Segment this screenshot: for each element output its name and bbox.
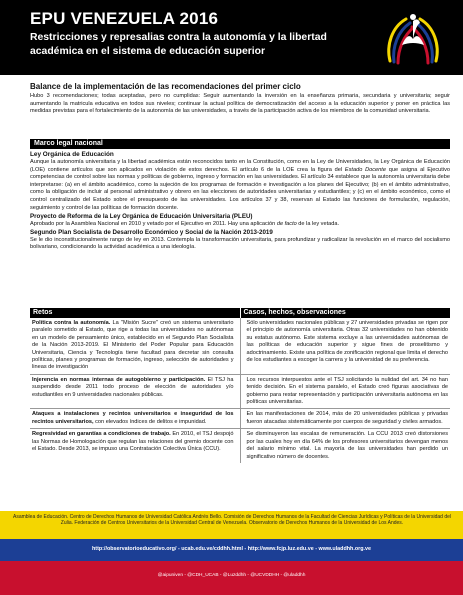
ley-text-italic: Estado Docente [344,166,386,173]
ley-organica-text [30,159,450,212]
reto-title: Injerencia en normas internas de autogobierno y participación. [32,376,206,383]
col-header-retos: Retos [33,309,53,316]
un-human-rights-logo-icon [382,5,444,67]
balance-section [30,82,450,116]
reto-cell [30,409,240,428]
balance-title: Balance de la implementación de las recomendaciones del primer ciclo [30,82,301,91]
reto-cell [30,429,240,463]
proyecto-text-part-1: Aprobado por la Asamblea Nacional en 2010 y vetado por el Ejecutivo en 2011. Hay una aplicación [30,221,276,228]
page-subtitle: Restricciones y represalias contra la autonomía y la libertad académica en el sistema de educación superior [30,32,327,57]
table-row [30,318,450,375]
header-banner [0,0,463,75]
reto-title: Política contra la autonomía. [32,320,111,326]
proyecto-text-part-2: de la ley vetada. [298,221,340,228]
flag-stripe-red [0,561,463,595]
caso-cell: Se disminuyeron las escalas de remuneración. La CCU 2013 creó distorsiones por las cuales hoy en día 64% de los profesores universitarios devengan menos del salario mínimo vital. La mayoría de las universidades han perdido un significativo número de docentes. [240,429,451,463]
reto-cell [30,318,240,374]
retos-table-header [30,308,450,318]
table-row [30,429,450,463]
table-row [30,409,450,429]
footer-social-handles[interactable]: @aipuniven - @CDH_UCAB - @Luzddhh - @UCVDDHH - @uladdhh [157,573,306,578]
ley-text-part-1: Aunque la autonomía universitaria y la libertad académica están reconocidos tanto en la Constitución, como en la Ley de Universidades, la Ley Orgánica de Educación (LOE) contiene artículos que son aplicados en violación de estos derechos. El artículo 6 de la LOE crea la figura del [30,159,450,173]
footer [0,511,463,595]
page-title: EPU VENEZUELA 2016 [30,9,219,28]
reto-title: Ataques a instalaciones y recintos universitarios e inseguridad de los recintos universitarios, [32,411,234,425]
caso-cell: En las manifestaciones de 2014, más de 20 universidades públicas y privadas fueron atacadas sistemáticamente por cuerpos de seguridad y civiles armados. [240,409,451,428]
proyecto-text [30,221,450,229]
proyecto-text-italic: de facto [276,221,297,228]
footer-organizations: Asamblea de Educación. Centro de Derechos Humanos de Universidad Católica Andrés Bello. Comisión de Derechos Humanos de la Facultad de Ciencias Jurídicas y Políticas de la Universidad del Zulia. Federación de Centros Universitarios de la Universidad Central de Venezuela. Observatorio de Derechos Humanos de la Universidad de Los Andes. [12,514,451,527]
reto-title: Regresividad en garantías a condiciones de trabajo. [32,431,171,438]
reto-text: La "Misión Sucre" creó un sistema universitario paralelo sometido al Estado, que rige a todas las universidades no autónomas en un modelo de pensamiento único, establecido en el Segundo Plan Socialista de la Nación 2013-2019. El Ministerio del Poder Popular para Educación Universitaria, Ciencia y Tecnología tiene facultad para decretar sin consulta políticas, planes y programas de formación, ingreso, selección de autoridades y lineas de investigación [32,320,234,371]
footer-links[interactable]: http://observatorioeducativo.org/ - ucab.edu.ve/cddhh.html - http://www.fcjp.luz.edu.ve - www.uladdhh.org.ve [91,546,372,552]
retos-table [30,308,450,463]
proyecto-title: Proyecto de Reforma de la Ley Orgánica de Educación Universitaria (PLEU) [30,213,253,221]
reto-text: El TSJ ha suspendido desde 2011 todo proceso de elección de autoridades y/o estudiantiles en 9 universidades nacionales públicas. [32,376,234,398]
plan-socialista-text: Se le dio inconstitucionalmente rango de ley en 2013. Contempla la transformación universitaria, para profundizar y radicalizar la revolución en el marco del socialismo bolivariano, condicionando la actividad académica a una ideología. [30,236,450,251]
balance-text: Hubo 3 recomendaciones; todas aceptadas, pero no cumplidas: Seguir aumentando la inversión en la enseñanza primaria, secundaria y universitaria; seguir aumentando la matricula educativa en todos sus niveles; continuar la actual política de democratización del acceso a la educación superior y poner en práctica las medidas previstas para el fortalecimiento de la autonomía de las universidades, a través de la participación activa de los miembros de la comunidad universitaria. [30,93,450,115]
caso-cell: Sólo universidades nacionales públicas y 27 universidades privadas se rigen por el principio de autonomía universitaria. Otras 32 universidades no han obtenido su estatus autónomo. Este sistema excluye a las universidades autónomas de las políticas de educación superior y sigue fines de proselitismo y adoctrinamiento. Existe una política de zonificación regional que limita el derecho de los estudiantes a escoger la carrera y la universidad de su preferencia. [240,318,451,374]
reto-text: En 2010, el TSJ despojó las Normas de Homologación que regulan las relaciones del gremio docente con el Estado. Desde 2013, se impuso una Contratación Colectiva Única (CCU). [32,431,234,453]
marco-legal-section [30,151,450,252]
reto-text: con elevados índices de delitos e impunidad. [95,418,207,425]
plan-socialista-title: Segundo Plan Socialista de Desarrollo Económico y Social de la Nación 2013-2019 [30,228,273,236]
ley-organica-title: Ley Orgánica de Educación [30,151,114,158]
ley-text-part-2: que asigna al Ejecutivo competencias de control sobre las normas y políticas de gobierno, ingreso y formación en las universidades. El artículo 34 establece que la autonomía universitaria debe interpretarse: (a) en el ámbito académico, como la sujeción de los programas de formación e investigación a los planes del Ejecutivo; (b) en el ámbito administrativo, como la obligación de incluir al personal administrativo y obrero en las elecciones de autoridades universitarias y estudiantiles; y (c) en el ámbito económico, como el control centralizado del Estado sobre el presupuesto de las universidades. Los artículos 37 y 38, reservan al Estado las funciones de formulación, regulación, seguimiento y control de las políticas de formación docente. [30,166,450,211]
table-row [30,375,450,410]
col-header-casos: Casos, hechos, observaciones [240,308,451,318]
reto-cell [30,375,240,409]
marco-legal-bar: Marco legal nacional [30,139,450,149]
caso-cell: Los recursos interpuestos ante el TSJ solicitando la nulidad del art. 34 no han tenido decisión. En el sistema paralelo, el Estado creó figuras asociativas de gobierno para restar representación y participación universitaria autónoma en las políticas universitarias. [240,375,451,409]
